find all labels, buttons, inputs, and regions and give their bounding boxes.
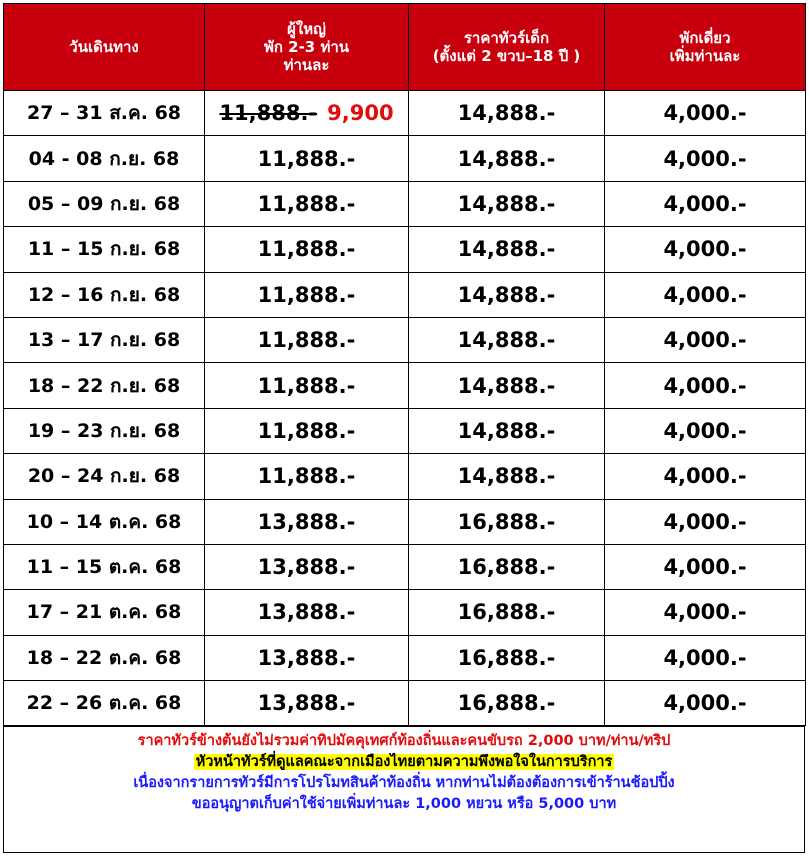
table-row	[4, 317, 806, 362]
header-adult: ผู้ใหญ่ พัก 2-3 ท่าน ท่านละ	[205, 4, 409, 91]
date-cell: 11 – 15 ต.ค. 68	[4, 544, 205, 589]
promo-price: 9,900	[327, 101, 394, 126]
table-row	[4, 136, 806, 181]
table-row	[4, 454, 806, 499]
single-supplement-cell: 4,000.-	[605, 272, 806, 317]
single-supplement-cell: 4,000.-	[605, 544, 806, 589]
note-tip: ราคาทัวร์ข้างต้นยังไม่รวมค่าทิปมัคคุเทศก์ท้องถิ่นและคนขับรถ 2,000 บาท/ท่าน/ทริป	[137, 733, 671, 749]
adult-price-cell: 11,888.-	[205, 454, 409, 499]
single-supplement-cell: 4,000.-	[605, 317, 806, 362]
adult-price-cell: 13,888.-	[205, 681, 409, 726]
table-row	[4, 635, 806, 680]
notes-box	[3, 726, 805, 853]
adult-price-cell: 13,888.-	[205, 499, 409, 544]
child-price-cell: 14,888.-	[409, 317, 605, 362]
table-row	[4, 363, 806, 408]
date-cell: 05 – 09 ก.ย. 68	[4, 181, 205, 226]
child-price-cell: 16,888.-	[409, 590, 605, 635]
date-cell: 04 - 08 ก.ย. 68	[4, 136, 205, 181]
header-child: ราคาทัวร์เด็ก (ตั้งแต่ 2 ขวบ–18 ปี )	[409, 4, 605, 91]
adult-price-cell: 11,888.-	[205, 227, 409, 272]
single-supplement-cell: 4,000.-	[605, 136, 806, 181]
date-cell: 12 – 16 ก.ย. 68	[4, 272, 205, 317]
note-shopping-fee: ขออนุญาตเก็บค่าใช้จ่ายเพิ่มท่านละ 1,000 หยวน หรือ 5,000 บาท	[191, 796, 617, 812]
single-supplement-cell: 4,000.-	[605, 181, 806, 226]
date-cell: 13 – 17 ก.ย. 68	[4, 317, 205, 362]
adult-price-cell: 13,888.-	[205, 544, 409, 589]
adult-price-cell: 11,888.-	[205, 317, 409, 362]
table-row	[4, 272, 806, 317]
single-supplement-cell: 4,000.-	[605, 499, 806, 544]
date-cell: 19 – 23 ก.ย. 68	[4, 408, 205, 453]
child-price-cell: 16,888.-	[409, 681, 605, 726]
note-tour-leader	[4, 752, 804, 773]
child-price-cell: 16,888.-	[409, 544, 605, 589]
child-price-cell: 14,888.-	[409, 136, 605, 181]
table-row	[4, 227, 806, 272]
table-row	[4, 681, 806, 726]
header-row	[4, 4, 806, 91]
original-price: 11,888.-	[219, 101, 318, 126]
adult-price-cell: 11,888.-	[205, 408, 409, 453]
child-price-cell: 16,888.-	[409, 635, 605, 680]
adult-price-cell: 11,888.-	[205, 272, 409, 317]
header-single: พักเดี่ยว เพิ่มท่านละ	[605, 4, 806, 91]
child-price-cell: 14,888.-	[409, 408, 605, 453]
price-table	[3, 3, 806, 726]
table-row	[4, 91, 806, 136]
single-supplement-cell: 4,000.-	[605, 681, 806, 726]
single-supplement-cell: 4,000.-	[605, 408, 806, 453]
table-row	[4, 544, 806, 589]
note-tour-leader-highlight: หัวหน้าทัวร์ที่ดูแลคณะจากเมืองไทยตามความพึงพอใจในการบริการ	[195, 754, 613, 770]
adult-price-cell: 11,888.-	[205, 363, 409, 408]
note-shopping: เนื่องจากรายการทัวร์มีการโปรโมทสินค้าท้องถิ่น หากท่านไม่ต้องต้องการเข้าร้านช้อปปิ้ง	[133, 775, 675, 791]
adult-price-cell: 11,888.-	[205, 181, 409, 226]
table-row	[4, 590, 806, 635]
single-supplement-cell: 4,000.-	[605, 91, 806, 136]
date-cell: 20 – 24 ก.ย. 68	[4, 454, 205, 499]
child-price-cell: 14,888.-	[409, 227, 605, 272]
single-supplement-cell: 4,000.-	[605, 227, 806, 272]
single-supplement-cell: 4,000.-	[605, 590, 806, 635]
single-supplement-cell: 4,000.-	[605, 635, 806, 680]
date-cell: 10 – 14 ต.ค. 68	[4, 499, 205, 544]
child-price-cell: 14,888.-	[409, 454, 605, 499]
child-price-cell: 14,888.-	[409, 91, 605, 136]
child-price-cell: 14,888.-	[409, 272, 605, 317]
date-cell: 18 – 22 ต.ค. 68	[4, 635, 205, 680]
date-cell: 27 – 31 ส.ค. 68	[4, 91, 205, 136]
date-cell: 11 – 15 ก.ย. 68	[4, 227, 205, 272]
adult-price-cell	[205, 91, 409, 136]
date-cell: 17 – 21 ต.ค. 68	[4, 590, 205, 635]
table-row	[4, 408, 806, 453]
child-price-cell: 16,888.-	[409, 499, 605, 544]
adult-price-cell: 13,888.-	[205, 590, 409, 635]
single-supplement-cell: 4,000.-	[605, 454, 806, 499]
table-row	[4, 499, 806, 544]
child-price-cell: 14,888.-	[409, 181, 605, 226]
table-row	[4, 181, 806, 226]
date-cell: 18 – 22 ก.ย. 68	[4, 363, 205, 408]
adult-price-cell: 13,888.-	[205, 635, 409, 680]
adult-price-cell: 11,888.-	[205, 136, 409, 181]
date-cell: 22 – 26 ต.ค. 68	[4, 681, 205, 726]
header-date: วันเดินทาง	[4, 4, 205, 91]
single-supplement-cell: 4,000.-	[605, 363, 806, 408]
child-price-cell: 14,888.-	[409, 363, 605, 408]
